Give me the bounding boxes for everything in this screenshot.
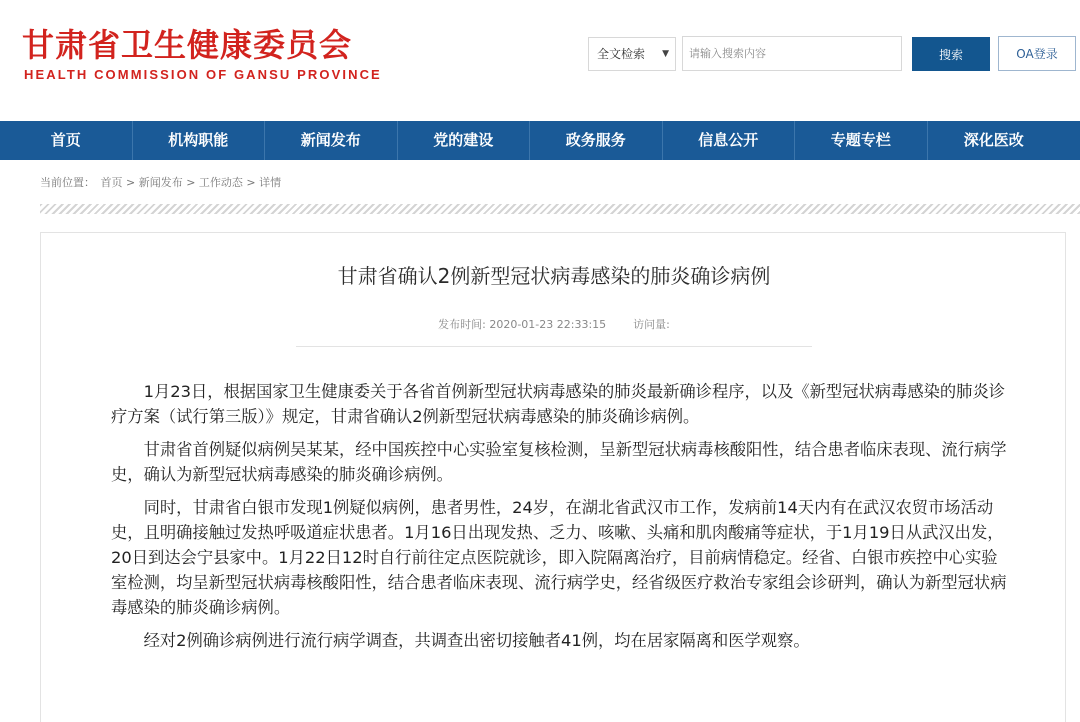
- article-meta: [41, 317, 1067, 333]
- site-logo-title[interactable]: 甘肃省卫生健康委员会: [22, 26, 353, 64]
- nav-item-services[interactable]: 政务服务: [530, 121, 663, 160]
- breadcrumb-path[interactable]: 首页 > 新闻发布 > 工作动态 > 详情: [100, 176, 282, 189]
- search-scope-select[interactable]: [588, 37, 676, 71]
- site-logo-subtitle[interactable]: HEALTH COMMISSION OF GANSU PROVINCE: [24, 67, 382, 82]
- nav-item-organization[interactable]: 机构职能: [133, 121, 266, 160]
- nav-item-party[interactable]: 党的建设: [398, 121, 531, 160]
- main-nav: [0, 121, 1080, 160]
- search-input[interactable]: [682, 36, 902, 71]
- breadcrumb-prefix: 当前位置：: [40, 176, 95, 189]
- article-paragraph: 甘肃省首例疑似病例吴某某，经中国疾控中心实验室复核检测，呈新型冠状病毒核酸阳性，结合患者临床表现、流行病学史，确认为新型冠状病毒感染的肺炎确诊病例。: [111, 440, 1007, 484]
- article-body: [111, 379, 1013, 661]
- meta-divider: [296, 346, 812, 347]
- divider-stripe: [40, 204, 1080, 214]
- views-label: 访问量:: [633, 318, 670, 331]
- nav-item-disclosure[interactable]: 信息公开: [663, 121, 796, 160]
- article-paragraph: 1月23日，根据国家卫生健康委关于各省首例新型冠状病毒感染的肺炎最新确诊程序，以及《新型冠状病毒感染的肺炎诊疗方案（试行第三版）》规定，甘肃省确认2例新型冠状病毒感染的肺炎确诊病例。: [111, 382, 1006, 426]
- nav-item-home[interactable]: 首页: [0, 121, 133, 160]
- nav-item-reform[interactable]: 深化医改: [963, 131, 1024, 149]
- publish-label: 发布时间:: [438, 318, 486, 331]
- site-header: [0, 0, 1080, 121]
- publish-time: 2020-01-23 22:33:15: [489, 318, 607, 331]
- nav-item-topics[interactable]: 专题专栏: [795, 121, 928, 160]
- search-scope-value: 全文检索: [597, 47, 646, 61]
- article-title: 甘肃省确认2例新型冠状病毒感染的肺炎确诊病例: [337, 264, 771, 288]
- breadcrumb: [40, 175, 283, 191]
- oa-login-button[interactable]: OA登录: [998, 36, 1076, 71]
- nav-item-news[interactable]: 新闻发布: [265, 121, 398, 160]
- search-button[interactable]: 搜索: [912, 37, 990, 71]
- article-paragraph: 经对2例确诊病例进行流行病学调查，共调查出密切接触者41例，均在居家隔离和医学观察。: [143, 631, 810, 650]
- chevron-down-icon: ▼: [662, 49, 669, 59]
- article-paragraph: 同时，甘肃省白银市发现1例疑似病例，患者男性，24岁，在湖北省武汉市工作，发病前14天内有在武汉农贸市场活动史，且明确接触过发热呼吸道症状患者。1月16日出现发热、乏力、咳嗽、头痛和肌肉酸痛等症状，于1月19日从武汉出发，20日到达会宁县家中。1月22日12时自行前往定点医院就诊，即入院隔离治疗，目前病情稳定。经省、白银市疾控中心实验室检测，均呈新型冠状病毒核酸阳性，结合患者临床表现、流行病学史，经省级医疗救治专家组会诊研判，确认为新型冠状病毒感染的肺炎确诊病例。: [111, 498, 1007, 617]
- article-panel: [40, 232, 1066, 722]
